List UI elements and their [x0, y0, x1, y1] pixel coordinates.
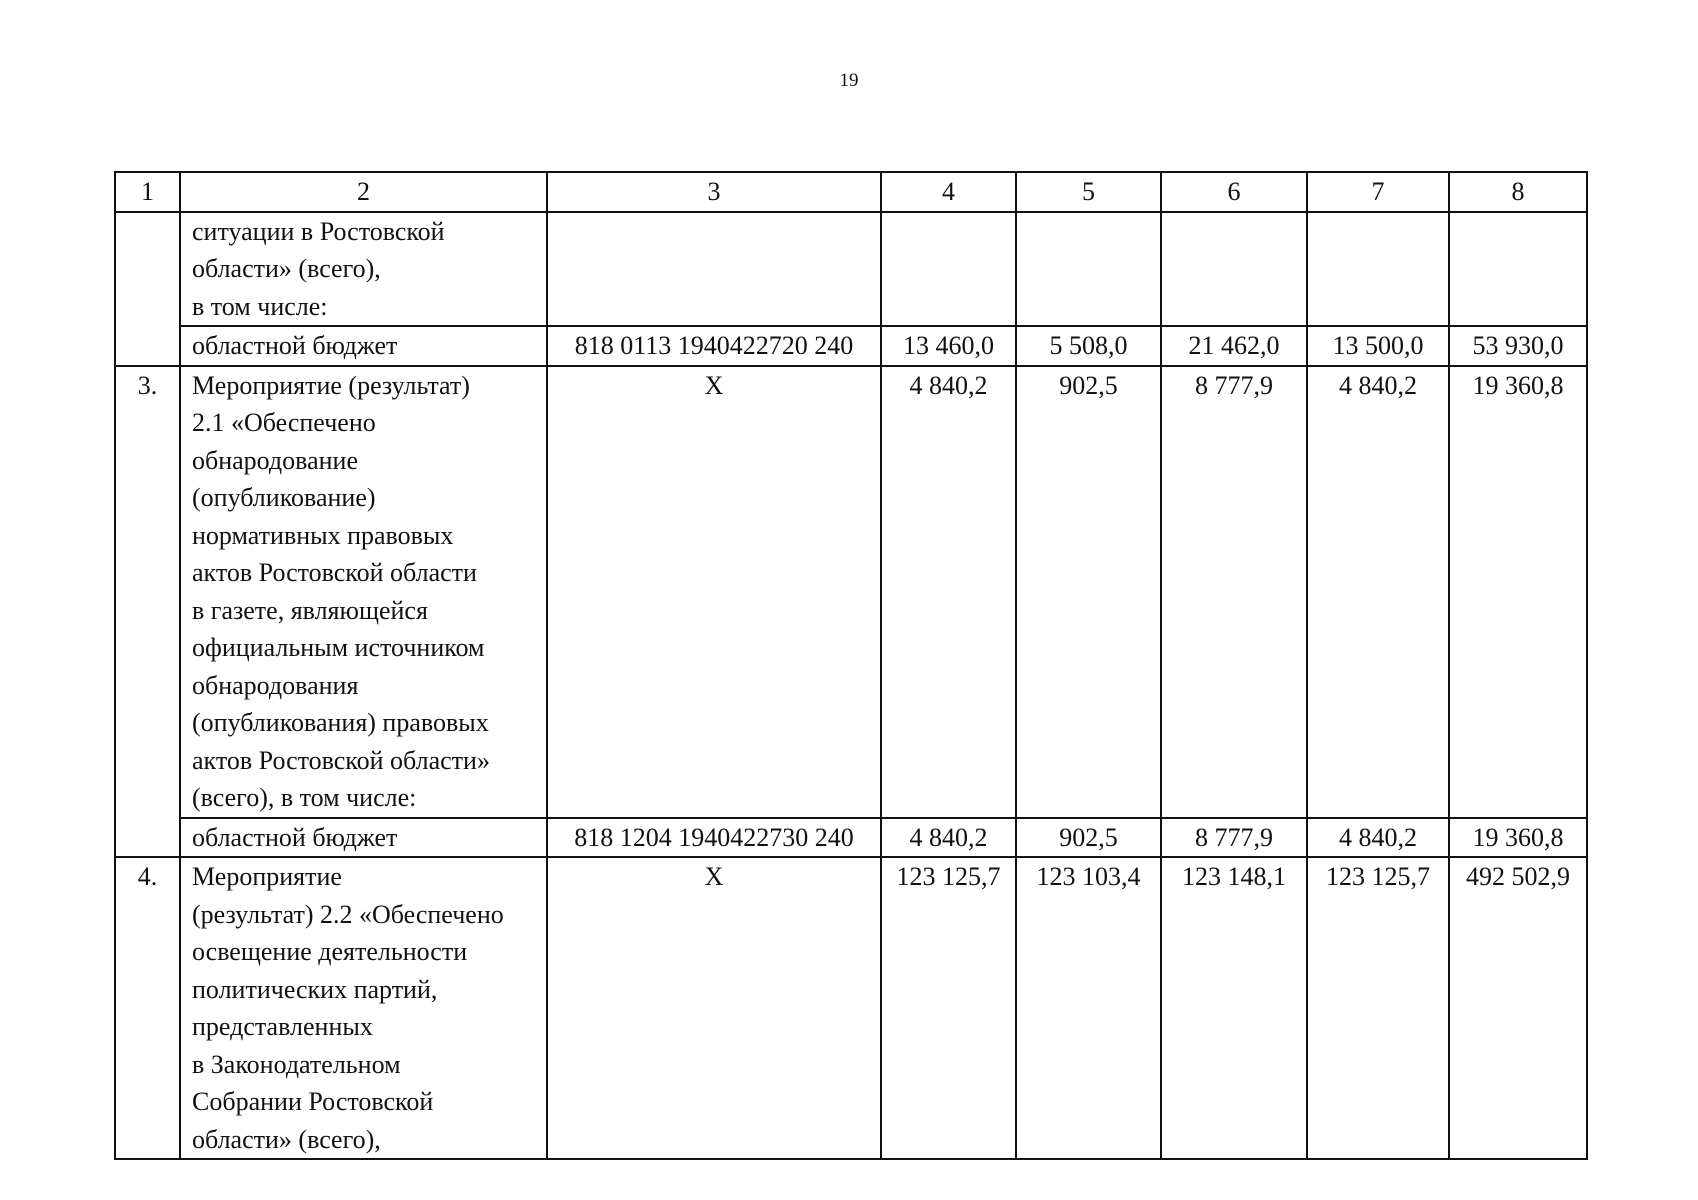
- table-row: [115, 366, 1587, 818]
- measure-name-line: нормативных правовых: [192, 520, 454, 550]
- column-header: 1: [115, 172, 180, 212]
- value-cell: 53 930,0: [1449, 326, 1587, 366]
- column-header: 4: [881, 172, 1016, 212]
- row-number-cell: [115, 212, 180, 366]
- measure-name-cell: [180, 818, 547, 858]
- measure-name-line: Мероприятие: [192, 862, 342, 891]
- measure-name-line: политических партий,: [192, 974, 438, 1004]
- value-cell: 4 840,2: [881, 818, 1016, 858]
- value-cell: 19 360,8: [1449, 818, 1587, 858]
- measure-name-line: в том числе:: [192, 291, 328, 321]
- row-number-cell: 4.: [115, 857, 180, 1159]
- value-cell: [1016, 212, 1161, 327]
- value-cell: 4 840,2: [881, 366, 1016, 818]
- value-cell: 123 125,7: [881, 857, 1016, 1159]
- value-cell: 21 462,0: [1161, 326, 1307, 366]
- measure-name-line: обнародование: [192, 445, 359, 475]
- measure-name-cell: [180, 326, 547, 366]
- column-header: 8: [1449, 172, 1587, 212]
- column-header: 2: [180, 172, 547, 212]
- value-cell: 4 840,2: [1307, 818, 1449, 858]
- value-cell: [1307, 212, 1449, 327]
- table-row: [115, 326, 1587, 366]
- measure-name-line: Собрании Ростовской: [192, 1087, 434, 1116]
- measure-name-line: (опубликование): [192, 483, 376, 512]
- measure-name-cell: [180, 857, 547, 1159]
- column-header: 3: [547, 172, 881, 212]
- value-cell: [1161, 212, 1307, 327]
- column-header: 5: [1016, 172, 1161, 212]
- page-number: 19: [839, 70, 859, 91]
- measure-name-line: (опубликования) правовых: [192, 708, 489, 737]
- budget-code-cell: 818 1204 1940422730 240: [547, 818, 881, 858]
- measure-name-line: актов Ростовской области: [192, 558, 477, 587]
- row-number-cell: 3.: [115, 366, 180, 858]
- value-cell: 902,5: [1016, 818, 1161, 858]
- table-header-row: [115, 172, 1587, 212]
- measure-name-line: области» (всего),: [192, 254, 381, 283]
- measure-name-line: ситуации в Ростовской: [192, 216, 445, 246]
- measure-name-line: в Законодательном: [192, 1049, 401, 1079]
- value-cell: 5 508,0: [1016, 326, 1161, 366]
- table-row: [115, 857, 1587, 1159]
- value-cell: 8 777,9: [1161, 818, 1307, 858]
- budget-code-cell: 818 0113 1940422720 240: [547, 326, 881, 366]
- table-row: [115, 212, 1587, 327]
- budget-code-cell: [547, 212, 881, 327]
- table-row: [115, 818, 1587, 858]
- measure-name-line: (всего), в том числе:: [192, 783, 417, 812]
- measure-name-line: области» (всего),: [192, 1124, 381, 1154]
- measure-name-line: освещение деятельности: [192, 937, 468, 966]
- column-header: 6: [1161, 172, 1307, 212]
- budget-table: [114, 171, 1588, 1160]
- measure-name-line: 2.1 «Обеспечено: [192, 408, 376, 437]
- value-cell: 492 502,9: [1449, 857, 1587, 1159]
- measure-name-line: (результат) 2.2 «Обеспечено: [192, 899, 504, 929]
- measure-name-line: Мероприятие (результат): [192, 370, 470, 400]
- value-cell: 123 103,4: [1016, 857, 1161, 1159]
- measure-name-cell: [180, 366, 547, 818]
- measure-name-line: областной бюджет: [192, 822, 398, 852]
- value-cell: 123 148,1: [1161, 857, 1307, 1159]
- budget-code-cell: X: [547, 857, 881, 1159]
- measure-name-line: обнародования: [192, 670, 359, 700]
- value-cell: 8 777,9: [1161, 366, 1307, 818]
- measure-name-line: официальным источником: [192, 633, 485, 662]
- value-cell: 13 460,0: [881, 326, 1016, 366]
- value-cell: 19 360,8: [1449, 366, 1587, 818]
- value-cell: 4 840,2: [1307, 366, 1449, 818]
- value-cell: 13 500,0: [1307, 326, 1449, 366]
- budget-code-cell: X: [547, 366, 881, 818]
- column-header: 7: [1307, 172, 1449, 212]
- value-cell: [881, 212, 1016, 327]
- measure-name-line: представленных: [192, 1012, 373, 1041]
- measure-name-line: в газете, являющейся: [192, 595, 428, 625]
- measure-name-cell: [180, 212, 547, 327]
- measure-name-line: актов Ростовской области»: [192, 745, 490, 775]
- value-cell: 123 125,7: [1307, 857, 1449, 1159]
- measure-name-line: областной бюджет: [192, 331, 398, 360]
- value-cell: [1449, 212, 1587, 327]
- value-cell: 902,5: [1016, 366, 1161, 818]
